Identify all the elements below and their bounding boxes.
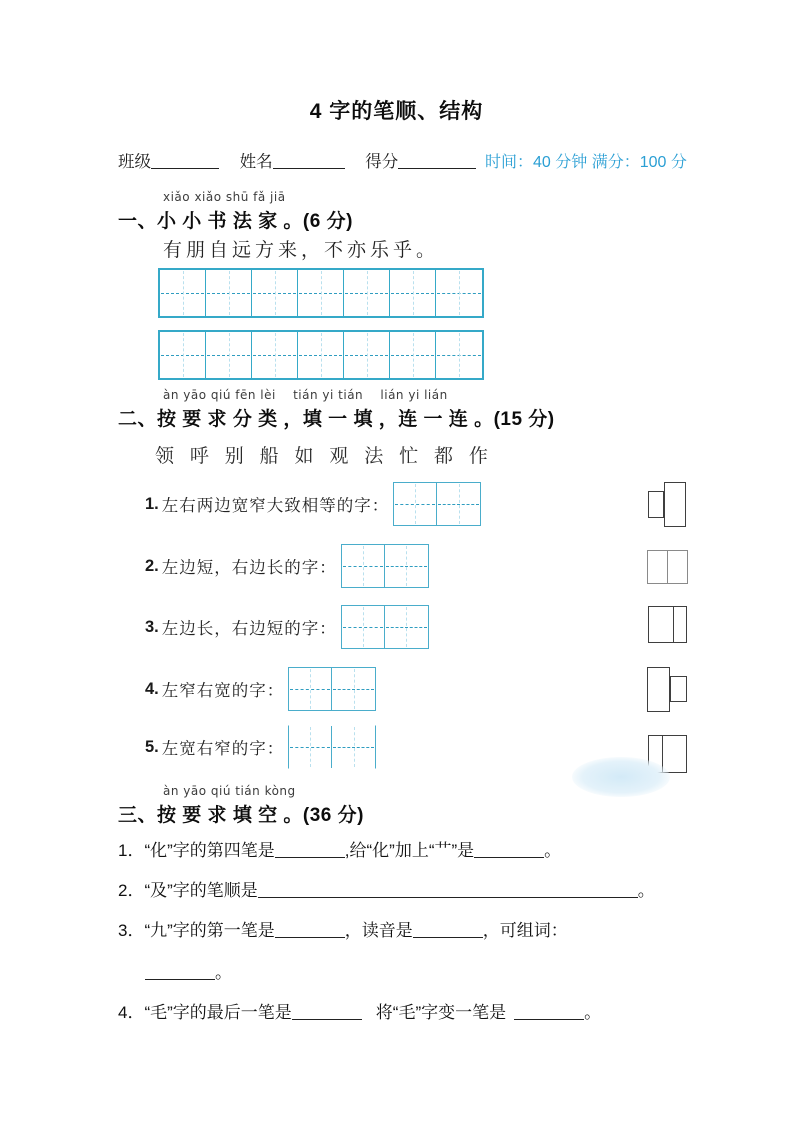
question-text: 。 (637, 881, 655, 900)
classify-item-4 (145, 667, 376, 711)
item-label: 左右两边宽窄大致相等的字： (161, 496, 390, 515)
tianzige-cell (298, 270, 344, 316)
section1-heading: 一、小 小 书 法 家 。(6 分) (118, 211, 353, 232)
question-text: 1．“化”字的第四笔是 (118, 841, 275, 860)
score-label: 得分 (365, 153, 399, 171)
question-1 (118, 836, 561, 861)
question-3 (118, 916, 568, 941)
bank-char: 如 (294, 446, 314, 467)
item-number: 2. (145, 556, 159, 575)
answer-blank (474, 842, 544, 858)
answer-blank (145, 964, 215, 980)
tianzige-cell (436, 332, 482, 378)
bank-char: 忙 (399, 446, 419, 467)
answer-grid-1 (393, 482, 481, 526)
section2-heading: 二、按 要 求 分 类 ，填 一 填 ，连 一 连 。(15 分) (118, 409, 555, 430)
tianzige-cell (436, 270, 482, 316)
item-number: 5. (145, 737, 159, 756)
character-bank (155, 441, 488, 468)
tianzige-cell (298, 332, 344, 378)
item-number: 1. (145, 494, 159, 513)
tianzige-cell (289, 726, 332, 768)
watermark-ellipse (572, 757, 670, 797)
item-label: 左窄右宽的字： (161, 681, 285, 700)
question-2 (118, 876, 655, 901)
classify-item-2 (145, 544, 429, 588)
tianzige-cell (160, 270, 206, 316)
answer-grid-2 (341, 544, 429, 588)
question-text: ，读音是 (344, 921, 413, 940)
question-text: ,给“化”加上“艹”是 (344, 841, 475, 860)
tianzige-cell (252, 332, 298, 378)
tianzige-cell (206, 332, 252, 378)
answer-blank (413, 922, 483, 938)
question-text: 。 (544, 841, 562, 860)
item-label: 左边短，右边长的字： (161, 558, 337, 577)
bank-char: 作 (468, 446, 488, 467)
bank-char: 别 (224, 446, 244, 467)
class-blank (151, 153, 219, 169)
bank-char: 法 (364, 446, 384, 467)
student-info-row (118, 148, 476, 172)
tianzige-cell (344, 270, 390, 316)
answer-grid-3 (341, 605, 429, 649)
tianzige-cell (342, 545, 385, 587)
tianzige-cell (160, 332, 206, 378)
classify-item-5 (145, 725, 376, 769)
tianzige-cell (385, 606, 428, 648)
question-text: 3．“九”字的第一笔是 (118, 921, 275, 940)
answer-blank (258, 882, 638, 898)
tianzige-cell (206, 270, 252, 316)
tianzige-cell (437, 483, 480, 525)
score-blank (398, 153, 476, 169)
item-label: 左宽右窄的字： (161, 739, 285, 758)
question-text: 。 (215, 963, 232, 982)
question-text: 。 (584, 1003, 602, 1022)
item-label: 左边长，右边短的字： (161, 619, 337, 638)
tianzige-cell (385, 545, 428, 587)
bank-char: 呼 (189, 446, 209, 467)
class-label: 班级 (118, 153, 151, 171)
tianzige-cell (332, 726, 375, 768)
tianzige-cell (342, 606, 385, 648)
tianzige-cell (332, 668, 375, 710)
question-4 (118, 998, 601, 1023)
structure-diagram-left-long-right-short-icon (647, 667, 688, 713)
question-3-continued (145, 958, 232, 983)
bank-char: 都 (434, 446, 454, 467)
section1-pinyin: xiǎo xiǎo shū fǎ jiā (163, 190, 286, 204)
tianzige-cell (344, 332, 390, 378)
name-label: 姓名 (239, 153, 273, 171)
tianzige-cell (390, 270, 436, 316)
question-text: 将“毛”字变一笔是 (375, 1003, 507, 1022)
page-title: 4 字的笔顺、结构 (309, 100, 484, 123)
section2-pinyin: àn yāo qiú fēn lèi tián yi tián lián yi lián (163, 388, 448, 402)
answer-blank (275, 922, 345, 938)
answer-blank (275, 842, 345, 858)
tianzige-cell (390, 332, 436, 378)
answer-blank (514, 1004, 584, 1020)
practice-grid-row-1 (158, 268, 484, 318)
structure-diagram-left-short-right-long-icon (647, 482, 689, 528)
bank-char: 船 (259, 446, 279, 467)
question-text: 2．“及”字的笔顺是 (118, 881, 258, 900)
question-text: ，可组词： (482, 921, 568, 940)
practice-grid-row-2 (158, 330, 484, 380)
time-limit-info: 时间：40 分钟 满分：100 分 (485, 154, 687, 171)
tianzige-cell (289, 668, 332, 710)
bank-char: 观 (329, 446, 349, 467)
item-number: 3. (145, 617, 159, 636)
classify-item-1 (145, 482, 481, 526)
structure-diagram-left-wide-right-narrow-icon (648, 606, 688, 644)
tianzige-cell (252, 270, 298, 316)
calligraphy-model-text: 有朋自远方来，不亦乐乎。 (163, 240, 440, 261)
classify-item-3 (145, 605, 429, 649)
tianzige-cell (394, 483, 437, 525)
section3-heading: 三、按 要 求 填 空 。(36 分) (118, 805, 364, 826)
answer-grid-4 (288, 667, 376, 711)
question-text: 4．“毛”字的最后一笔是 (118, 1003, 292, 1022)
bank-char: 领 (155, 446, 175, 467)
structure-diagram-left-right-equal-icon (647, 550, 689, 585)
answer-blank (292, 1004, 362, 1020)
item-number: 4. (145, 679, 159, 698)
answer-grid-5 (288, 725, 376, 769)
section3-pinyin: àn yāo qiú tián kòng (163, 784, 296, 798)
name-blank (273, 153, 345, 169)
